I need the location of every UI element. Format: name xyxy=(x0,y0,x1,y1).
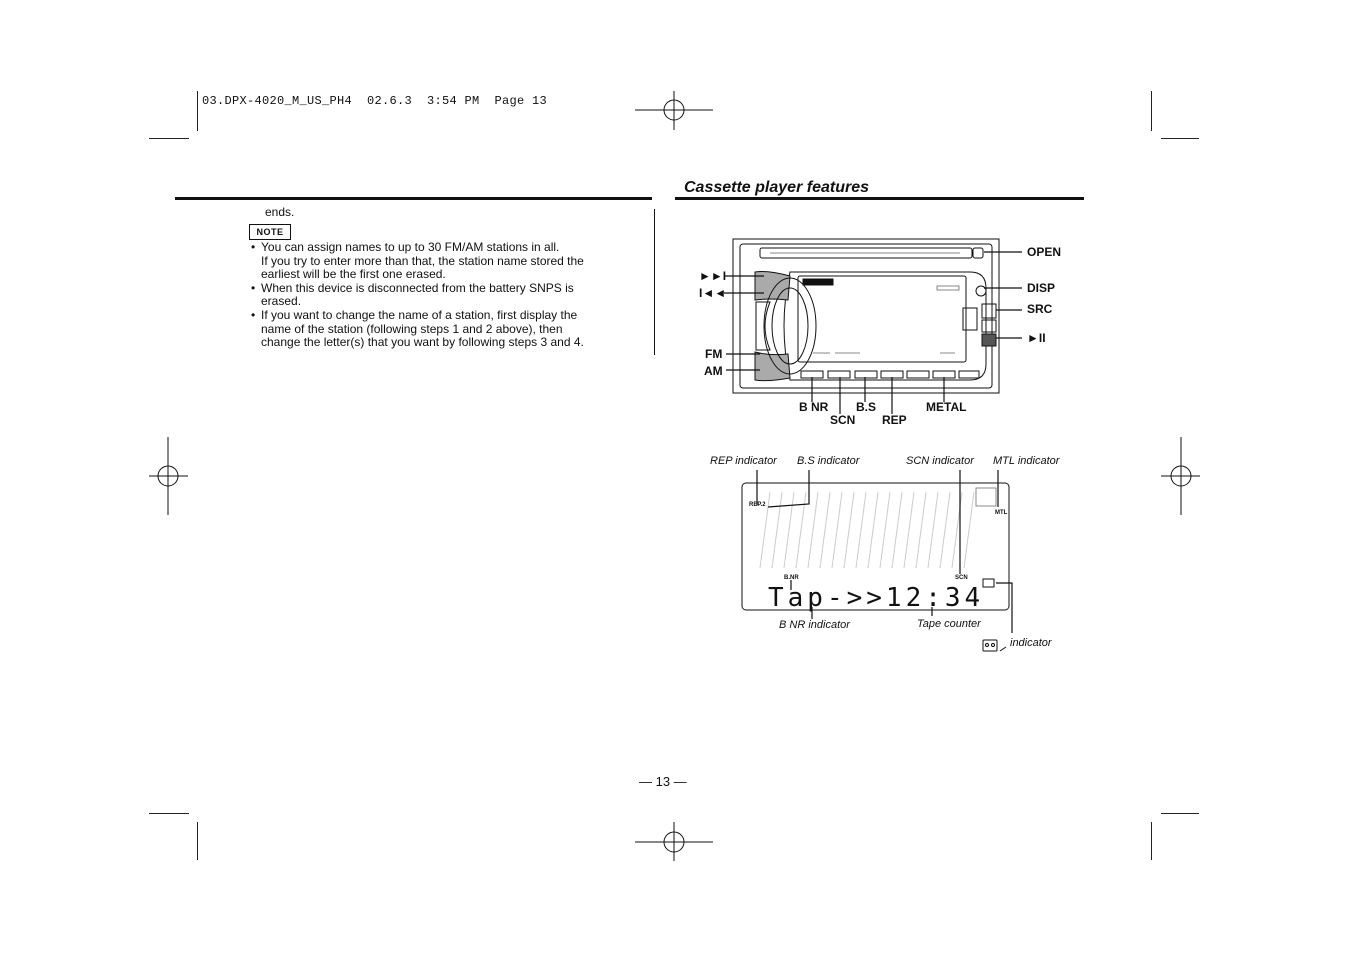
lcd-mtl-indicator: MTL xyxy=(995,510,1008,516)
lcd-bnr-indicator: B.NR xyxy=(784,575,799,581)
label-scn: SCN xyxy=(830,413,856,427)
note-list xyxy=(249,241,649,350)
note-line: earliest will be the first one erased. xyxy=(261,267,446,282)
note-line: change the letter(s) that you want by following steps 3 and 4. xyxy=(261,335,584,350)
label-fm: FM xyxy=(705,347,723,361)
registration-mark-top xyxy=(635,91,713,130)
note-line: If you want to change the name of a station, first display the xyxy=(261,307,578,322)
label-mtl-indicator: MTL indicator xyxy=(993,455,1060,467)
note-item: • You can assign names to up to 30 FM/AM stations in all. If you try to enter more than that, the station name stored the earliest will be the first one erased. xyxy=(249,241,649,282)
tape-icon xyxy=(983,640,1006,651)
lcd-rep-indicator: REP.2 xyxy=(749,502,766,508)
note-line: name of the station (following steps 1 and 2 above), then xyxy=(261,321,563,336)
label-rep: REP xyxy=(882,413,907,427)
label-bnr-indicator: B NR indicator xyxy=(779,619,850,631)
lcd-main-text: Tap->>12:34 xyxy=(768,583,985,613)
registration-mark-bottom xyxy=(635,822,713,861)
file-header: 03.DPX-4020_M_US_PH4 02.6.3 3:54 PM Page 13 xyxy=(202,94,548,108)
note-label: NOTE xyxy=(249,224,291,240)
note-line: You can assign names to up to 30 FM/AM stations in all. xyxy=(261,240,560,254)
left-header-rule xyxy=(175,197,652,200)
registration-mark-left xyxy=(149,437,188,515)
column-divider xyxy=(654,209,655,355)
label-scn-indicator: SCN indicator xyxy=(906,455,974,467)
note-line: erased. xyxy=(261,294,302,309)
label-prev: I◄◄ xyxy=(699,286,727,300)
note-item: • If you want to change the name of a station, first display the name of the station (following steps 1 and 2 above), then change the letter(s) that you want by following steps 3 and 4. xyxy=(249,309,649,350)
label-disp: DISP xyxy=(1027,281,1056,295)
label-tape-counter: Tape counter xyxy=(917,618,981,630)
label-metal: METAL xyxy=(926,400,967,414)
lcd-scn-indicator: SCN xyxy=(955,575,968,581)
label-am: AM xyxy=(704,364,723,378)
label-bs: B.S xyxy=(856,400,877,414)
note-item: • When this device is disconnected from the battery SNPS is erased. xyxy=(249,282,649,309)
device-front-panel xyxy=(733,239,999,393)
label-next: ►►I xyxy=(699,269,727,283)
note-line: When this device is disconnected from the battery SNPS is xyxy=(261,280,574,295)
right-header-rule xyxy=(675,197,1084,200)
label-bs-indicator: B.S indicator xyxy=(797,455,860,467)
label-tape-indicator: indicator xyxy=(1010,637,1052,649)
page-number: — 13 — xyxy=(639,774,687,789)
label-open: OPEN xyxy=(1027,245,1062,259)
label-play-pause: ►II xyxy=(1027,331,1046,345)
note-line: If you try to enter more than that, the station name stored the xyxy=(261,253,584,268)
registration-mark-right xyxy=(1161,437,1200,515)
label-src: SRC xyxy=(1027,302,1053,316)
label-rep-indicator: REP indicator xyxy=(710,455,777,467)
section-title: Cassette player features xyxy=(684,179,869,196)
label-bnr: B NR xyxy=(799,400,829,414)
continuation-text: ends. xyxy=(265,205,295,219)
